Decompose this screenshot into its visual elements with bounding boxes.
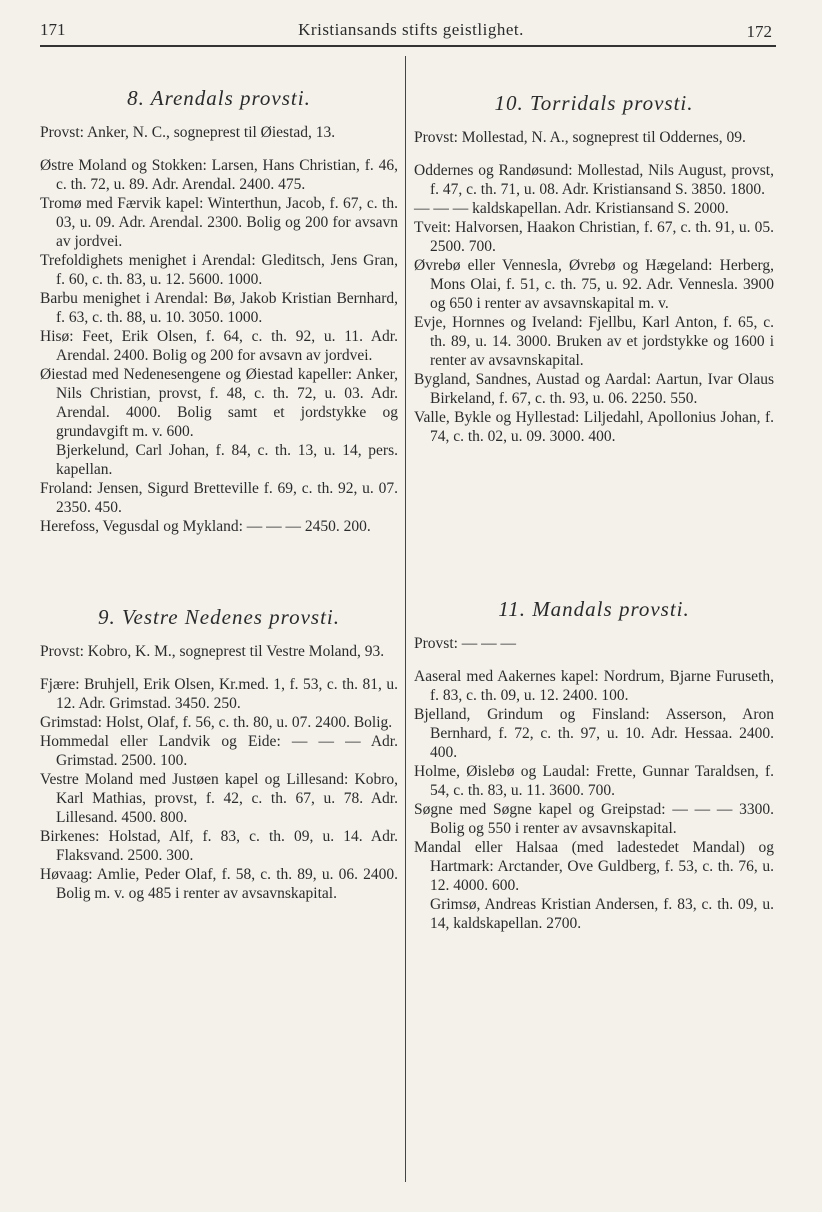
section-vestre-nedenes xyxy=(40,604,398,903)
page-number-left: 171 xyxy=(40,20,66,39)
section-arendals xyxy=(40,85,398,536)
section-torridals xyxy=(414,90,774,446)
section-mandals xyxy=(414,596,774,933)
parish-entry: Søgne med Søgne kapel og Greipstad: — — — 3300. Bolig og 550 i renter av avsavnskapital. xyxy=(414,801,774,837)
parish-entry: Evje, Hornnes og Iveland: Fjellbu, Karl Anton, f. 65, c. th. 89, u. 14. 3000. Bruken av et jordstykke og 1600 i renter av avsavnskapital. xyxy=(414,314,774,369)
section-provst: Provst: Anker, N. C., sogneprest til Øiestad, 13. xyxy=(40,124,336,141)
parish-entry: Bjelland, Grindum og Finsland: Asserson, Aron Bernhard, f. 72, c. th. 97, u. 10. Adr. Hessaa. 2400. 400. xyxy=(414,706,774,761)
column-divider xyxy=(405,56,406,1182)
parish-entry: Vestre Moland med Justøen kapel og Lillesand: Kobro, Karl Mathias, provst, f. 42, c. th. 67, u. 78. Adr. Lillesand. 4500. 800. xyxy=(40,771,398,826)
header-rule xyxy=(40,45,776,47)
parish-entry: Trefoldighets menighet i Arendal: Gleditsch, Jens Gran, f. 60, c. th. 83, u. 12. 5600. 1000. xyxy=(40,252,398,288)
page-number-right: 172 xyxy=(746,22,772,41)
parish-entry: Holme, Øislebø og Laudal: Frette, Gunnar Taraldsen, f. 54, c. th. 83, u. 11. 3600. 700. xyxy=(414,763,774,799)
parish-entry: Barbu menighet i Arendal: Bø, Jakob Kristian Bernhard, f. 63, c. th. 88, u. 10. 3050. 1000. xyxy=(40,290,398,326)
section-title: 11. Mandals provsti. xyxy=(498,597,690,621)
section-title: 10. Torridals provsti. xyxy=(494,91,694,115)
parish-entry: Hisø: Feet, Erik Olsen, f. 64, c. th. 92, u. 11. Adr. Arendal. 2400. Bolig og 200 for avsavn av jordvei. xyxy=(40,328,398,364)
parish-entry: — — — kaldskapellan. Adr. Kristiansand S. 2000. xyxy=(414,200,729,217)
parish-entry: Øvrebø eller Vennesla, Øvrebø og Hægeland: Herberg, Mons Olai, f. 51, c. th. 75, u. 92. Adr. Vennesla. 3900 og 650 i renter av avsavnskapital m. v. xyxy=(414,257,774,312)
parish-entry: Mandal eller Halsaa (med ladestedet Mandal) og Hartmark: Arctander, Ove Guldberg, f. 53, c. th. 76, u. 12. 4000. 600. xyxy=(414,839,774,894)
running-title: Kristiansands stifts geistlighet. xyxy=(298,20,524,39)
parish-entry: Froland: Jensen, Sigurd Bretteville f. 69, c. th. 92, u. 07. 2350. 450. xyxy=(40,480,398,516)
parish-entry: Valle, Bykle og Hyllestad: Liljedahl, Apollonius Johan, f. 74, c. th. 02, u. 09. 3000. 400. xyxy=(414,409,774,445)
section-title: 9. Vestre Nedenes provsti. xyxy=(98,605,340,629)
right-column xyxy=(414,60,774,933)
section-provst: Provst: Mollestad, N. A., sogneprest til Oddernes, 09. xyxy=(414,129,746,146)
parish-entry: Birkenes: Holstad, Alf, f. 83, c. th. 09, u. 14. Adr. Flaksvand. 2500. 300. xyxy=(40,828,398,864)
section-provst: Provst: Kobro, K. M., sogneprest til Vestre Moland, 93. xyxy=(40,643,385,660)
section-provst: Provst: — — — xyxy=(414,635,517,652)
parish-entry: Tromø med Færvik kapel: Winterthun, Jacob, f. 67, c. th. 03, u. 09. Adr. Arendal. 2300. Bolig og 200 for avsavn av jordvei. xyxy=(40,195,398,250)
parish-entry: Øiestad med Nedenesengene og Øiestad kapeller: Anker, Nils Christian, provst, f. 48, c. th. 72, u. 03. Adr. Arendal. 4000. Bolig samt et jordstykke og grundavgift m. v. 600. xyxy=(40,366,398,440)
parish-entry: Bjerkelund, Carl Johan, f. 84, c. th. 13, u. 14, pers. kapellan. xyxy=(56,442,398,478)
parish-entry: Hommedal eller Landvik og Eide: — — — Adr. Grimstad. 2500. 100. xyxy=(40,733,398,769)
parish-entry: Oddernes og Randøsund: Mollestad, Nils August, provst, f. 47, c. th. 71, u. 08. Adr. Kristiansand S. 3850. 1800. xyxy=(414,162,774,198)
parish-entry: Grimstad: Holst, Olaf, f. 56, c. th. 80, u. 07. 2400. Bolig. xyxy=(40,714,393,731)
parish-entry: Tveit: Halvorsen, Haakon Christian, f. 67, c. th. 91, u. 05. 2500. 700. xyxy=(414,219,774,255)
parish-entry: Østre Moland og Stokken: Larsen, Hans Christian, f. 46, c. th. 72, u. 89. Adr. Arendal. 2400. 475. xyxy=(40,157,398,193)
parish-entry: Herefoss, Vegusdal og Mykland: — — — 2450. 200. xyxy=(40,518,371,535)
parish-entry: Høvaag: Amlie, Peder Olaf, f. 58, c. th. 89, u. 06. 2400. Bolig m. v. og 485 i renter av avsavnskapital. xyxy=(40,866,398,902)
section-title: 8. Arendals provsti. xyxy=(127,86,311,110)
parish-entry: Fjære: Bruhjell, Erik Olsen, Kr.med. 1, f. 53, c. th. 81, u. 12. Adr. Grimstad. 3450. 250. xyxy=(40,676,398,712)
parish-entry: Aaseral med Aakernes kapel: Nordrum, Bjarne Furuseth, f. 83, c. th. 09, u. 12. 2400. 100. xyxy=(414,668,774,704)
page-header xyxy=(0,0,822,48)
left-column xyxy=(40,60,398,903)
parish-entry: Grimsø, Andreas Kristian Andersen, f. 83, c. th. 09, u. 14, kaldskapellan. 2700. xyxy=(430,896,774,932)
parish-entry: Bygland, Sandnes, Austad og Aardal: Aartun, Ivar Olaus Birkeland, f. 67, c. th. 93, u. 06. 2250. 550. xyxy=(414,371,774,407)
